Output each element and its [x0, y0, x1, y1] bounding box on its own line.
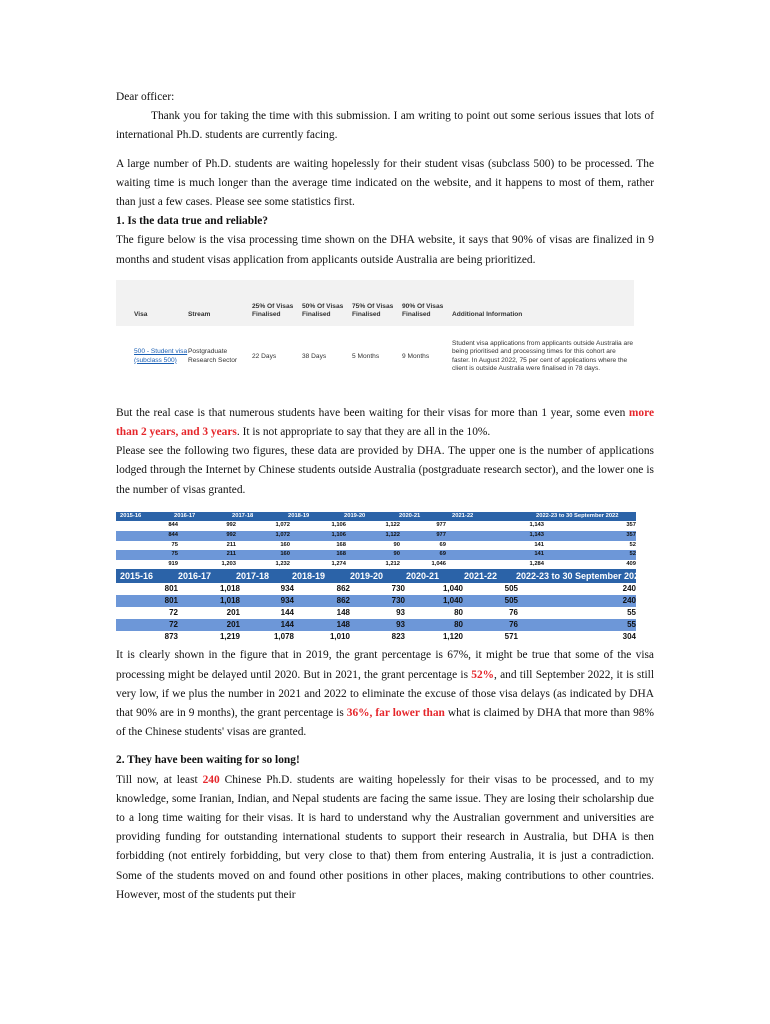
table-cell: 1,143 [529, 522, 544, 529]
table-cell: 201 [226, 608, 240, 617]
paragraph-6 [116, 771, 654, 905]
table-cell: 168 [336, 541, 346, 548]
granted_table-header-cell: 2021-22 [464, 571, 498, 582]
table-cell: 1,284 [529, 560, 544, 567]
p5-highlight-1: 52% [471, 668, 495, 681]
granted_table-header-cell: 2022-23 to 30 September 2022 [516, 571, 645, 582]
granted_table-header-cell: 2020-21 [406, 571, 440, 582]
table-cell: 409 [626, 560, 636, 567]
table-cell: 977 [436, 532, 446, 539]
table-cell: 357 [626, 532, 636, 539]
table-cell: 357 [626, 522, 636, 529]
table-cell: 1,040 [442, 584, 463, 594]
table-cell: 1,106 [331, 522, 346, 529]
table-cell: 873 [164, 631, 178, 641]
lodged_table-header-cell: 2019-20 [344, 512, 366, 519]
p75-cell: 5 Months [352, 352, 380, 360]
table-cell: 211 [226, 541, 236, 548]
table-cell: 160 [280, 541, 290, 548]
lodged_table-header-cell: 2021-22 [452, 512, 474, 519]
table-row [116, 619, 636, 631]
intro-paragraph: Thank you for taking the time with this submission. I am writing to point out some serious issues that lots of international Ph.D. students are currently facing. [116, 110, 654, 142]
table-cell: 201 [226, 619, 240, 629]
table-cell: 80 [454, 619, 463, 629]
table-cell: 90 [393, 551, 400, 558]
header-stream: Stream [188, 311, 211, 319]
lodged_table-header-row [116, 512, 636, 522]
paragraph-2: The figure below is the visa processing time shown on the DHA website, it says that 90% of visas are finalized in 9 months and student visas application from applicants outside Australia are being prioritized. [116, 234, 654, 266]
table-cell: 148 [336, 619, 350, 629]
header-50: 50% Of Visas Finalised [302, 302, 344, 319]
header-25: 25% Of Visas Finalised [252, 302, 294, 319]
table-cell: 1,046 [431, 560, 446, 567]
table-cell: 75 [171, 551, 178, 558]
table-cell: 1,232 [275, 560, 290, 567]
p5-text-b: , and till September 2022, it is still very low, if we plus the number in 2021 and 2022 to eliminate the excuse of those visa delays (as indicated by DHA that 90% are in 9 months), the grant percentage is [116, 668, 654, 719]
table-cell: 934 [280, 584, 294, 594]
table-cell: 90 [393, 541, 400, 548]
table-cell: 1,203 [221, 560, 236, 567]
header-info: Additional Information [452, 311, 523, 319]
paragraph-3 [116, 404, 654, 442]
table-cell: 76 [509, 608, 518, 617]
table-row [116, 560, 636, 570]
table-cell: 69 [439, 551, 446, 558]
heading-1: 1. Is the data true and reliable? [116, 215, 268, 228]
table-cell: 1,078 [273, 631, 294, 641]
visa-link[interactable]: 500 - Student visa (subclass 500) [134, 348, 188, 364]
dha-table-row [116, 332, 634, 382]
p3-highlight: more than 2 years, and 3 years [116, 406, 654, 439]
table-cell: 1,122 [385, 522, 400, 529]
table-cell: 919 [168, 560, 178, 567]
table-cell: 730 [391, 584, 405, 594]
table-cell: 801 [164, 584, 178, 594]
table-cell: 93 [396, 608, 405, 617]
table-cell: 52 [629, 551, 636, 558]
header-75: 75% Of Visas Finalised [352, 302, 394, 319]
table-row [116, 595, 636, 607]
table-cell: 934 [280, 596, 294, 606]
table-cell: 1,219 [219, 631, 240, 641]
table-cell: 69 [439, 541, 446, 548]
lodged_table-header-cell: 2020-21 [399, 512, 421, 519]
lodged_table-header-cell: 2015-16 [120, 512, 142, 519]
table-cell: 55 [627, 608, 636, 617]
table-cell: 93 [396, 619, 405, 629]
table-cell: 1,010 [329, 631, 350, 641]
p6-highlight: 240 [202, 773, 220, 786]
p25-cell: 22 Days [252, 352, 277, 360]
granted_table-header-cell: 2017-18 [236, 571, 270, 582]
granted_table-header-cell: 2019-20 [350, 571, 384, 582]
table-cell: 1,274 [331, 560, 346, 567]
table-cell: 240 [622, 584, 636, 594]
p5-highlight-2: 36%, far lower than [346, 707, 445, 719]
table-cell: 505 [504, 596, 518, 606]
table-cell: 992 [226, 522, 236, 529]
lodged_table-header-cell: 2016-17 [174, 512, 196, 519]
dha-table-header [116, 280, 634, 326]
granted_table-header-cell: 2016-17 [178, 571, 212, 582]
table-cell: 571 [504, 631, 518, 641]
table-cell: 1,072 [275, 522, 290, 529]
salutation: Dear officer: [116, 91, 175, 103]
table-cell: 141 [534, 551, 544, 558]
granted-table [116, 569, 645, 642]
table-cell: 505 [504, 584, 518, 594]
p5-text-c: what is claimed by DHA that more than 98% of the Chinese students' visas are granted. [116, 707, 654, 739]
table-cell: 75 [171, 541, 178, 548]
table-cell: 1,072 [275, 532, 290, 539]
table-row [116, 631, 636, 643]
granted_table-header-cell: 2018-19 [292, 571, 326, 582]
table-cell: 1,212 [385, 560, 400, 567]
table-cell: 76 [509, 619, 518, 629]
table-cell: 168 [336, 551, 346, 558]
table-cell: 160 [280, 551, 290, 558]
table-row [116, 607, 636, 619]
table-cell: 862 [336, 596, 350, 606]
stream-cell: Postgraduate Research Sector [188, 348, 238, 364]
table-cell: 1,120 [442, 631, 463, 641]
table-cell: 1,040 [442, 596, 463, 606]
header-90: 90% Of Visas Finalised [402, 302, 444, 319]
lodged-table [116, 512, 636, 570]
dha-processing-table [116, 280, 634, 382]
table-cell: 977 [436, 522, 446, 529]
table-cell: 1,143 [529, 532, 544, 539]
p6-text-b: Chinese Ph.D. students are waiting hopelessly for their visas to be processed, and to my knowledge, some Iranian, Indian, and Nepal students are facing the same issue. They are losing their scholarship due to a long time waiting for their visas. It is hard to understand why the Australian government and universities are providing funding for outstanding international students to support their research in Australia, but DHA is then forbidding (not entirely forbidding, but very close to that) them from entering Australia, it is just a contradiction. Some of the students moved on and found other positions in other places, making contributions to other countries. However, most of the students put their [116, 773, 655, 901]
p3-text-a: But the real case is that numerous students have been waiting for their visas for more than 1 year, some even [116, 406, 629, 419]
p6-text-a: Till now, at least [116, 773, 203, 786]
granted_table-header-cell: 2015-16 [120, 571, 154, 582]
table-cell: 801 [164, 596, 178, 606]
table-row [116, 541, 636, 551]
header-visa: Visa [134, 311, 148, 319]
table-cell: 72 [169, 619, 178, 629]
table-cell: 844 [168, 532, 178, 539]
table-cell: 1,018 [219, 596, 240, 606]
p3-text-b: . It is not appropriate to say that they are all in the 10%. [236, 426, 491, 439]
p90-cell: 9 Months [402, 352, 430, 360]
table-cell: 141 [534, 541, 544, 548]
table-row [116, 521, 636, 531]
table-cell: 304 [622, 631, 636, 641]
paragraph-5 [116, 646, 654, 742]
letter-body [116, 88, 654, 905]
table-cell: 730 [391, 596, 405, 606]
table-cell: 1,106 [331, 532, 346, 539]
p5-text-a: It is clearly shown in the figure that in 2019, the grant percentage is 67%, it might be true that some of the visa processing might be delayed until 2020. But in 2021, the grant percentage is [116, 649, 654, 681]
table-cell: 55 [627, 619, 636, 629]
table-row [116, 583, 636, 595]
table-cell: 72 [169, 608, 178, 617]
table-cell: 211 [226, 551, 236, 558]
paragraph-4: Please see the following two figures, these data are provided by DHA. The upper one is the number of applications lodged through the Internet by Chinese students outside Australia (postgraduate research sector), and the lower one is the number of visas granted. [116, 445, 654, 496]
p50-cell: 38 Days [302, 352, 327, 360]
table-cell: 862 [336, 584, 350, 594]
table-cell: 144 [280, 608, 294, 617]
table-cell: 1,018 [219, 584, 240, 594]
table-row [116, 550, 636, 560]
table-cell: 844 [168, 522, 178, 529]
info-cell: Student visa applications from applicants outside Australia are being prioritised and processing times for this cohort are faster. In August 2022, 75 per cent of applications where the client is outside Australia were finalised in 78 days. [452, 339, 634, 373]
paragraph-1: A large number of Ph.D. students are waiting hopelessly for their student visas (subclass 500) to be processed. The waiting time is much longer than the average time indicated on the website, and it happens to most of them, rather than just a few cases. Please see some statistics first. [116, 157, 654, 209]
table-row [116, 531, 636, 541]
table-cell: 52 [629, 541, 636, 548]
lodged_table-header-cell: 2017-18 [232, 512, 254, 519]
heading-2: 2. They have been waiting for so long! [116, 754, 300, 767]
granted_table-header-row [116, 569, 645, 583]
table-cell: 1,122 [385, 532, 400, 539]
table-cell: 148 [336, 608, 350, 617]
lodged_table-header-cell: 2022-23 to 30 September 2022 [536, 512, 619, 519]
table-cell: 992 [226, 532, 236, 539]
table-cell: 823 [391, 631, 405, 641]
table-cell: 144 [280, 619, 294, 629]
table-cell: 240 [622, 596, 636, 606]
lodged_table-header-cell: 2018-19 [288, 512, 310, 519]
table-cell: 80 [454, 608, 463, 617]
